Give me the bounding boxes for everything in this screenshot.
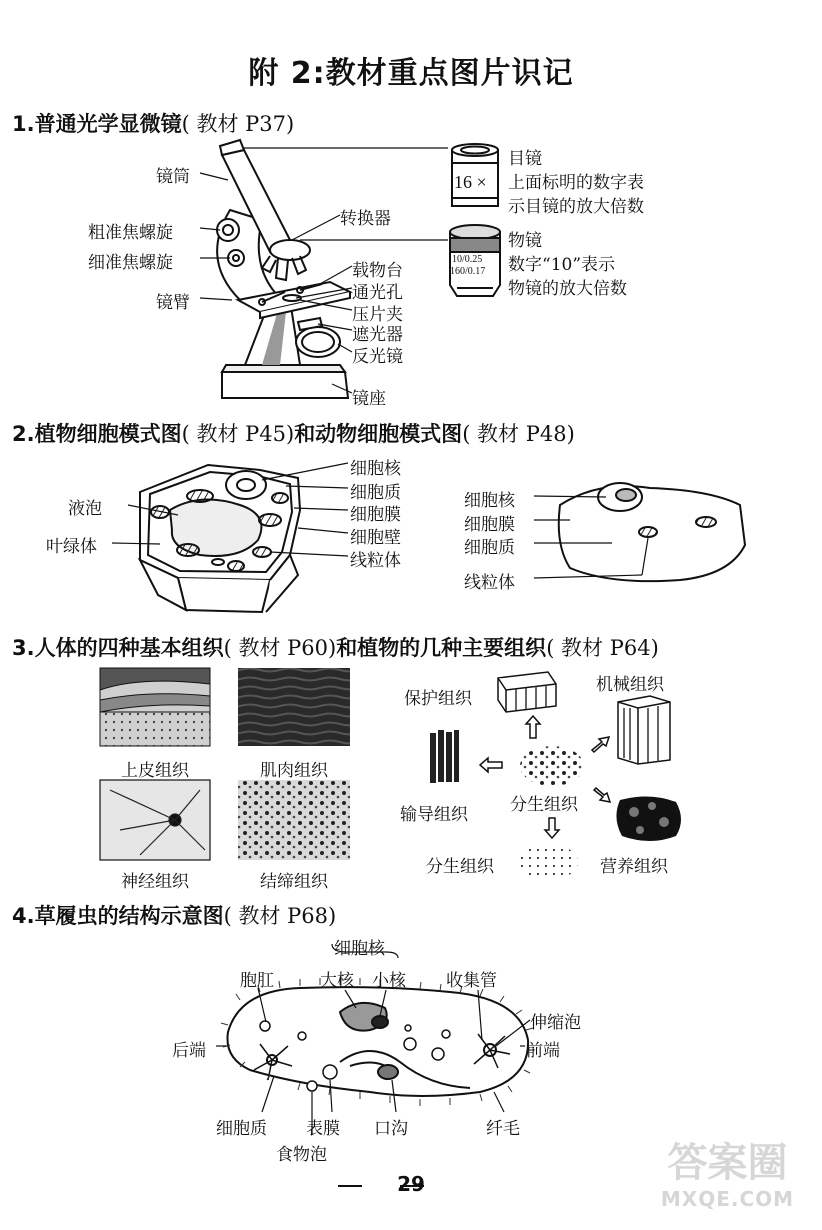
objective-desc-2: 物镜的放大倍数	[508, 279, 627, 299]
epithelial-tissue-image	[100, 668, 210, 746]
label-cytoplasm: 细胞质	[216, 1119, 267, 1139]
plant-cell-drawing	[140, 465, 300, 612]
section-ref: ( 教材 P45)	[181, 422, 295, 446]
section-number: 2.	[12, 422, 35, 446]
objective-mark-2: 160/0.17	[450, 266, 486, 277]
label-clip: 压片夹	[352, 305, 403, 325]
label-animal-nucleus: 细胞核	[464, 491, 515, 511]
caption-protective: 保护组织	[404, 689, 472, 709]
caption-meristem-bottom: 分生组织	[426, 857, 494, 877]
label-stage: 载物台	[352, 261, 403, 281]
label-food-vacuole: 食物泡	[276, 1145, 327, 1165]
section-ref: ( 教材 P60)	[223, 636, 337, 660]
section-ref-2: ( 教材 P64)	[546, 636, 659, 660]
label-base: 镜座	[352, 389, 386, 409]
label-cilia: 纤毛	[486, 1119, 520, 1139]
watermark-line-1: 答案圈	[667, 1140, 788, 1186]
label-diaphragm: 遮光器	[352, 325, 403, 345]
nerve-tissue-image	[100, 780, 210, 860]
objective-name: 物镜	[508, 231, 542, 251]
section-ref: ( 教材 P37)	[181, 112, 295, 136]
meristem-tissue-bottom-image	[518, 844, 578, 880]
label-contractile-vacuole: 伸缩泡	[530, 1013, 581, 1033]
label-plant-membrane: 细胞膜	[350, 505, 401, 525]
section-name-2: 和动物细胞模式图	[294, 422, 463, 446]
objective-desc-1: 数字“10”表示	[508, 255, 616, 275]
section-ref-2: ( 教材 P48)	[462, 422, 575, 446]
meristem-tissue-center-image	[520, 746, 584, 786]
eyepiece-desc-1: 上面标明的数字表	[508, 173, 644, 193]
label-chloroplast: 叶绿体	[46, 537, 97, 557]
section-name: 普通光学显微镜	[34, 112, 182, 136]
label-animal-cytoplasm: 细胞质	[464, 538, 515, 558]
page-title: 附 2:教材重点图片识记	[248, 56, 574, 91]
label-collecting-canal: 收集管	[446, 971, 497, 991]
section-name-2: 和植物的几种主要组织	[336, 636, 547, 660]
protective-tissue-image	[498, 672, 556, 712]
label-oral-groove: 口沟	[374, 1119, 408, 1139]
connective-tissue-image	[238, 780, 350, 860]
label-vacuole: 液泡	[68, 499, 102, 519]
section-name: 草履虫的结构示意图	[34, 904, 224, 928]
section-number: 3.	[12, 636, 35, 660]
muscle-tissue-image	[238, 668, 350, 746]
eyepiece-desc-2: 示目镜的放大倍数	[508, 197, 644, 217]
caption-connective: 结缔组织	[260, 872, 328, 892]
label-rear-end: 后端	[172, 1041, 206, 1061]
page-number: 29	[397, 1172, 425, 1196]
caption-mechanical: 机械组织	[596, 675, 664, 695]
label-nucleus-group: 细胞核	[334, 939, 385, 959]
section-ref: ( 教材 P68)	[223, 904, 337, 928]
label-fine-focus: 细准焦螺旋	[88, 253, 173, 273]
conducting-tissue-image	[430, 730, 459, 783]
objective-mark-1: 10/0.25	[452, 254, 483, 265]
label-arm: 镜臂	[156, 293, 190, 313]
section-name: 植物细胞模式图	[34, 422, 182, 446]
label-plant-mitochondria: 线粒体	[350, 551, 401, 571]
eyepiece-mark: 16 ×	[454, 172, 487, 192]
caption-nutritive: 营养组织	[600, 857, 668, 877]
section-number: 4.	[12, 904, 35, 928]
label-micronucleus: 小核	[372, 971, 406, 991]
caption-epithelial: 上皮组织	[121, 761, 189, 781]
paramecium-drawing	[221, 978, 535, 1106]
animal-cell-drawing	[559, 483, 745, 581]
section-number: 1.	[12, 112, 35, 136]
label-aperture: 通光孔	[352, 283, 403, 303]
label-anal-pore: 胞肛	[240, 971, 274, 991]
mechanical-tissue-image	[618, 696, 670, 764]
label-animal-membrane: 细胞膜	[464, 515, 515, 535]
watermark-line-2: MXQE.COM	[660, 1187, 795, 1211]
label-pellicle: 表膜	[306, 1119, 340, 1139]
watermark	[640, 1140, 815, 1228]
label-animal-mitochondria: 线粒体	[464, 573, 515, 593]
label-macronucleus: 大核	[320, 971, 354, 991]
label-cell-wall: 细胞壁	[350, 528, 401, 548]
caption-conducting: 输导组织	[400, 805, 468, 825]
caption-meristem-center: 分生组织	[510, 795, 578, 815]
caption-nerve: 神经组织	[121, 872, 189, 892]
eyepiece-name: 目镜	[508, 149, 542, 169]
section-name: 人体的四种基本组织	[34, 636, 224, 660]
label-plant-cytoplasm: 细胞质	[350, 483, 401, 503]
nutritive-tissue-image	[616, 796, 681, 841]
label-tube: 镜筒	[156, 167, 190, 187]
label-plant-nucleus: 细胞核	[350, 459, 401, 479]
label-nosepiece: 转换器	[340, 209, 391, 229]
label-mirror: 反光镜	[352, 347, 403, 367]
label-front-end: 前端	[526, 1041, 560, 1061]
microscope-drawing	[217, 140, 350, 398]
label-coarse-focus: 粗准焦螺旋	[88, 223, 173, 243]
caption-muscle: 肌肉组织	[260, 761, 328, 781]
